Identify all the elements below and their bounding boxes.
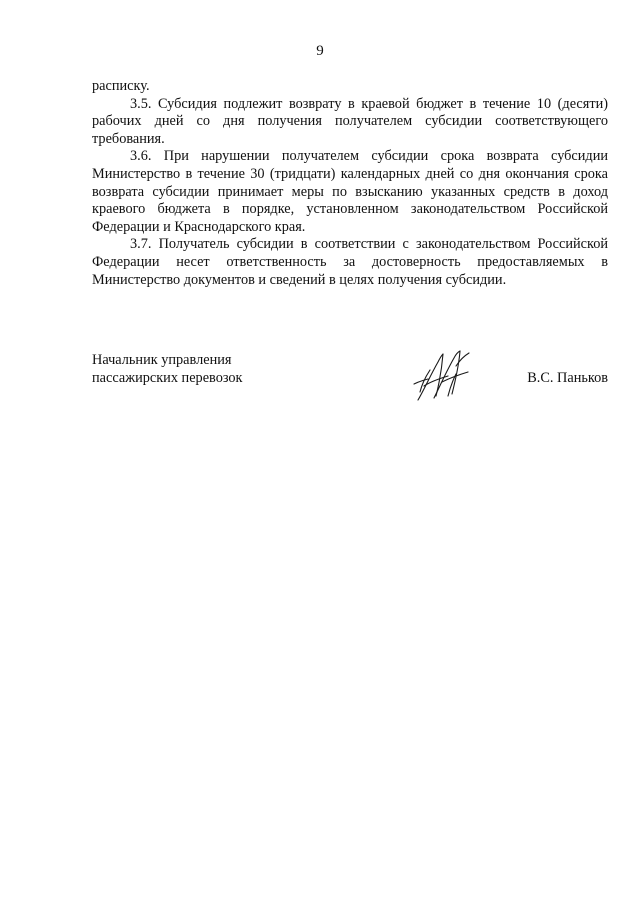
document-body [92,78,608,289]
paragraph-3-6: 3.6. При нарушении получателем субсидии срока возврата субсидии Министерство в течение 30 (тридцати) календарных дней со дня окончания срока возврата субсидии принимает меры по взысканию указанных средств в доход краевого бюджета в порядке, установленном законодательством Российской Федерации и Краснодарского края. [92,148,608,235]
signatory-position [92,351,243,387]
page-number: 9 [316,43,324,59]
signer-name: В.С. Паньков [527,370,608,386]
handwritten-signature-icon [412,346,474,406]
paragraph-3-5: 3.5. Субсидия подлежит возврату в краевой бюджет в течение 10 (десяти) рабочих дней со дня получения получателем субсидии соответствующего требования. [92,95,608,147]
signatory-position-line-1: Начальник управления [92,352,232,368]
paragraph-3-7: 3.7. Получатель субсидии в соответствии с законодательством Российской Федерации несет ответственность за достоверность предоставляемых в Министерство документов и сведений в целях получения субсидии. [92,236,608,288]
paragraph-continuation: расписку. [92,78,150,94]
signatory-position-line-2: пассажирских перевозок [92,370,243,386]
